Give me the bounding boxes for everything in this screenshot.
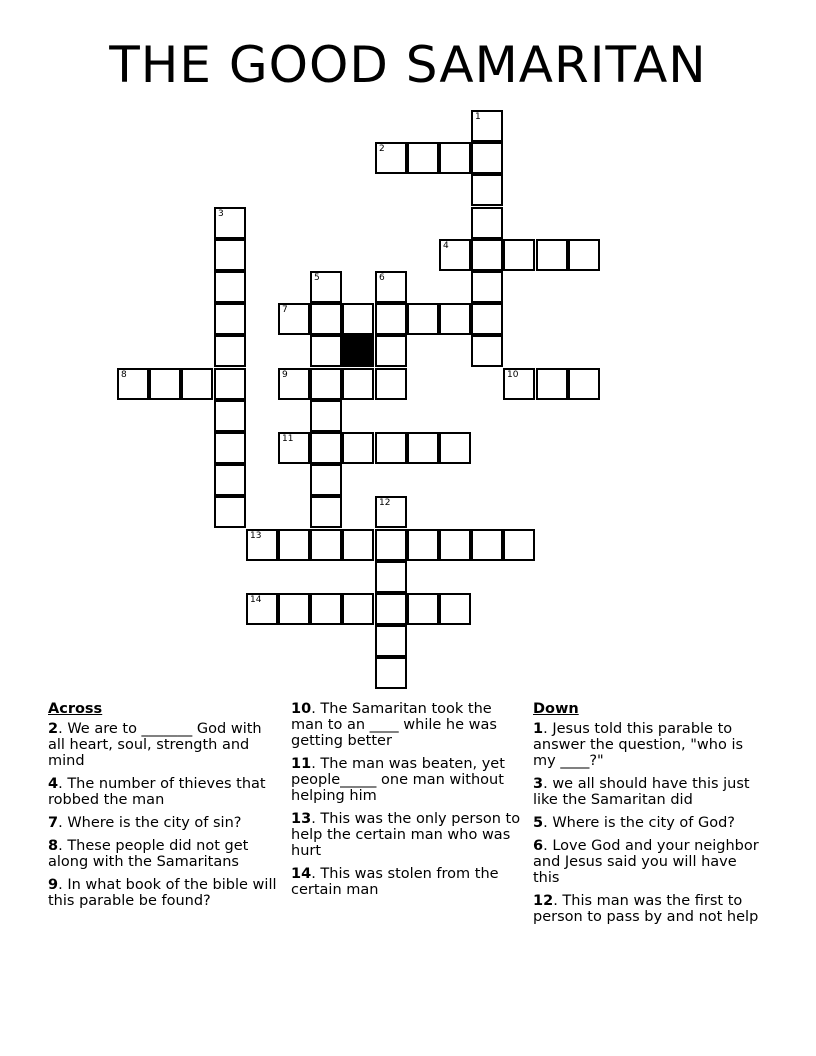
grid-cell[interactable]: [310, 368, 342, 400]
grid-cell[interactable]: [439, 303, 471, 335]
grid-cell[interactable]: [439, 593, 471, 625]
grid-cell[interactable]: [278, 368, 310, 400]
grid-cell[interactable]: [246, 593, 278, 625]
grid-cell[interactable]: [439, 239, 471, 271]
grid-cell[interactable]: [310, 464, 342, 496]
grid-cell[interactable]: [407, 593, 439, 625]
clue-across-9: 9. In what book of the bible will this parable be found?: [48, 877, 277, 909]
grid-cell[interactable]: [375, 625, 407, 657]
grid-cell[interactable]: [214, 239, 246, 271]
grid-cell[interactable]: [503, 529, 535, 561]
grid-cell[interactable]: [310, 593, 342, 625]
black-square: [342, 335, 374, 367]
grid-cell[interactable]: [342, 368, 374, 400]
clue-down-1: 1. Jesus told this parable to answer the question, "who is my ____?": [533, 721, 744, 769]
grid-cell[interactable]: [471, 303, 503, 335]
grid-cell[interactable]: [471, 335, 503, 367]
clue-number: 2: [379, 144, 385, 154]
across-heading: Across: [48, 701, 103, 717]
clue-down-12: 12. This man was the first to person to pass by and not help: [533, 893, 759, 925]
grid-cell[interactable]: [246, 529, 278, 561]
grid-cell[interactable]: [375, 303, 407, 335]
clue-down-3: 3. we all should have this just like the Samaritan did: [533, 776, 750, 808]
grid-cell[interactable]: [342, 303, 374, 335]
clue-number: 4: [443, 241, 449, 251]
grid-cell[interactable]: [375, 561, 407, 593]
clue-number: 3: [218, 209, 224, 219]
down-clues-column: [533, 701, 763, 932]
clue-number: 14: [250, 595, 262, 605]
grid-cell[interactable]: [214, 432, 246, 464]
clue-number: 7: [282, 305, 288, 315]
clue-across-13: 13. This was the only person to help the certain man who was hurt: [291, 811, 521, 859]
grid-cell[interactable]: [568, 239, 600, 271]
grid-cell[interactable]: [214, 368, 246, 400]
grid-cell[interactable]: [214, 400, 246, 432]
grid-cell[interactable]: [536, 239, 568, 271]
grid-cell[interactable]: [471, 529, 503, 561]
grid-cell[interactable]: [471, 207, 503, 239]
clue-down-6: 6. Love God and your neighbor and Jesus said you will have this: [533, 838, 759, 886]
grid-cell[interactable]: [375, 496, 407, 528]
grid-cell[interactable]: [278, 303, 310, 335]
clue-number: 8: [121, 370, 127, 380]
grid-cell[interactable]: [342, 432, 374, 464]
grid-cell[interactable]: [375, 271, 407, 303]
grid-cell[interactable]: [375, 529, 407, 561]
clue-number: 5: [314, 273, 320, 283]
clue-across-10: 10. The Samaritan took the man to an ____ while he was getting better: [291, 701, 497, 749]
grid-cell[interactable]: [342, 593, 374, 625]
clue-number: 13: [250, 531, 262, 541]
grid-cell[interactable]: [214, 496, 246, 528]
grid-cell[interactable]: [407, 142, 439, 174]
grid-cell[interactable]: [310, 271, 342, 303]
grid-cell[interactable]: [439, 432, 471, 464]
clue-down-5: 5. Where is the city of God?: [533, 815, 735, 831]
clue-number: 11: [282, 434, 294, 444]
grid-cell[interactable]: [310, 335, 342, 367]
clue-number: 10: [507, 370, 519, 380]
grid-cell[interactable]: [407, 432, 439, 464]
page-title: THE GOOD SAMARITAN: [109, 36, 707, 94]
grid-cell[interactable]: [471, 271, 503, 303]
grid-cell[interactable]: [471, 142, 503, 174]
grid-cell[interactable]: [375, 142, 407, 174]
grid-cell[interactable]: [568, 368, 600, 400]
grid-cell[interactable]: [536, 368, 568, 400]
across-clues-column-2: [291, 701, 521, 905]
grid-cell[interactable]: [375, 593, 407, 625]
grid-cell[interactable]: [149, 368, 181, 400]
clue-number: 1: [475, 112, 481, 122]
grid-cell[interactable]: [375, 335, 407, 367]
grid-cell[interactable]: [214, 207, 246, 239]
grid-cell[interactable]: [407, 303, 439, 335]
grid-cell[interactable]: [278, 593, 310, 625]
grid-cell[interactable]: [439, 529, 471, 561]
grid-cell[interactable]: [471, 110, 503, 142]
grid-cell[interactable]: [117, 368, 149, 400]
clue-number: 9: [282, 370, 288, 380]
grid-cell[interactable]: [471, 174, 503, 206]
across-clues-column-1: [48, 701, 278, 916]
grid-cell[interactable]: [214, 271, 246, 303]
grid-cell[interactable]: [181, 368, 213, 400]
grid-cell[interactable]: [214, 303, 246, 335]
grid-cell[interactable]: [471, 239, 503, 271]
clue-across-14: 14. This was stolen from the certain man: [291, 866, 499, 898]
grid-cell[interactable]: [310, 432, 342, 464]
grid-cell[interactable]: [310, 400, 342, 432]
grid-cell[interactable]: [503, 239, 535, 271]
grid-cell[interactable]: [310, 529, 342, 561]
clue-across-7: 7. Where is the city of sin?: [48, 815, 242, 831]
grid-cell[interactable]: [375, 657, 407, 689]
grid-cell[interactable]: [214, 464, 246, 496]
grid-cell[interactable]: [342, 529, 374, 561]
clue-across-4: 4. The number of thieves that robbed the man: [48, 776, 266, 808]
clue-across-2: 2. We are to _______ God with all heart, soul, strength and mind: [48, 721, 262, 769]
grid-cell[interactable]: [503, 368, 535, 400]
clue-across-11: 11. The man was beaten, yet people_____ one man without helping him: [291, 756, 505, 804]
grid-cell[interactable]: [407, 529, 439, 561]
grid-cell[interactable]: [278, 529, 310, 561]
down-heading: Down: [533, 701, 579, 717]
grid-cell[interactable]: [310, 303, 342, 335]
clue-number: 12: [379, 498, 391, 508]
grid-cell[interactable]: [375, 368, 407, 400]
clue-number: 6: [379, 273, 385, 283]
grid-cell[interactable]: [439, 142, 471, 174]
grid-cell[interactable]: [310, 496, 342, 528]
clue-across-8: 8. These people did not get along with the Samaritans: [48, 838, 249, 870]
grid-cell[interactable]: [375, 432, 407, 464]
grid-cell[interactable]: [214, 335, 246, 367]
grid-cell[interactable]: [278, 432, 310, 464]
